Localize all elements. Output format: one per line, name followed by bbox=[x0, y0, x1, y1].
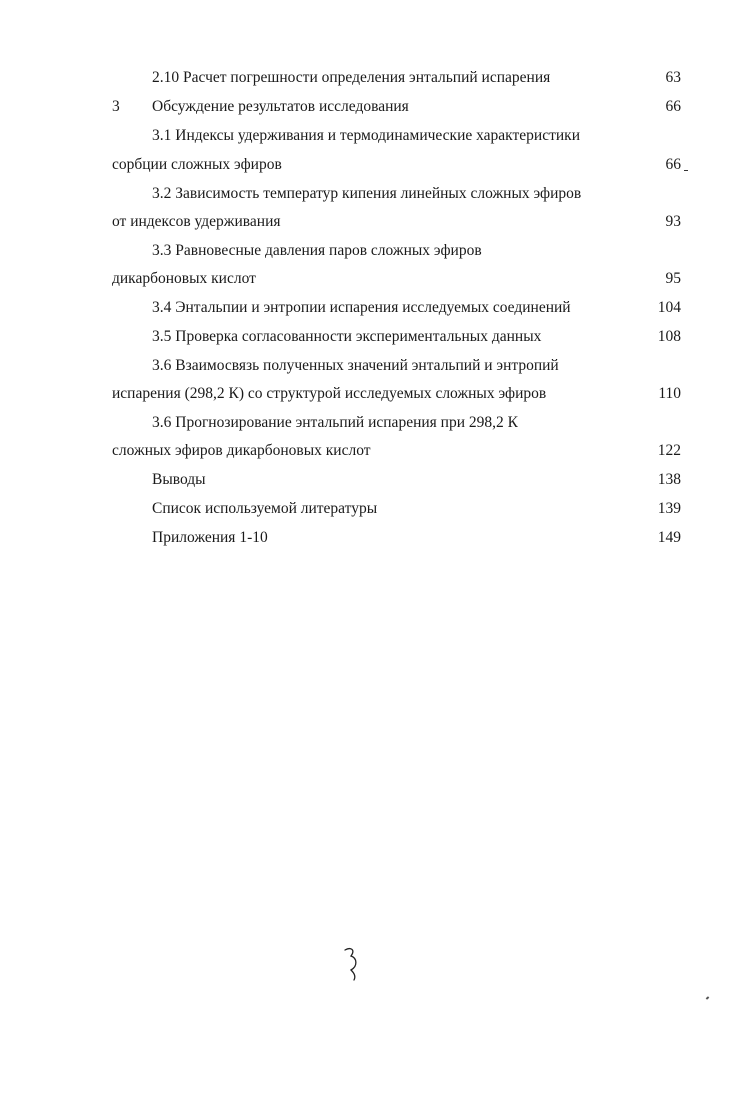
toc-entry-page: 138 bbox=[657, 471, 681, 488]
toc-entry-title: 3.5 Проверка согласованности экспериментальных данных bbox=[152, 328, 542, 345]
toc-entry-title: Обсуждение результатов исследования bbox=[152, 98, 409, 115]
toc-entry-title: 3.6 Прогнозирование энтальпий испарения при 298,2 К bbox=[152, 414, 518, 431]
toc-entry-page: 66 bbox=[665, 156, 681, 173]
toc-entry-page: 104 bbox=[657, 299, 681, 316]
toc-entry-title-continuation: испарения (298,2 К) со структурой исследуемых сложных эфиров bbox=[112, 385, 547, 402]
toc-entry-title-continuation: сложных эфиров дикарбоновых кислот bbox=[112, 442, 371, 459]
toc-entry-title: Приложения 1-10 bbox=[152, 529, 268, 546]
toc-entry-page: 63 bbox=[665, 69, 681, 86]
toc-entry-page: 110 bbox=[658, 385, 681, 402]
toc-entry-page: 122 bbox=[657, 442, 681, 459]
scan-mark bbox=[706, 996, 710, 999]
toc-entry-title: 3.2 Зависимость температур кипения линейных сложных эфиров bbox=[152, 185, 582, 202]
toc-entry-title-continuation: от индексов удерживания bbox=[112, 213, 281, 230]
toc-entry-title: 3.4 Энтальпии и энтропии испарения исследуемых соединений bbox=[152, 299, 571, 316]
toc-entry-title-continuation: сорбции сложных эфиров bbox=[112, 156, 282, 173]
toc-entry-title: 3.1 Индексы удерживания и термодинамические характеристики bbox=[152, 127, 580, 144]
toc-entry-page: 66 bbox=[665, 98, 681, 115]
scan-mark bbox=[684, 170, 688, 171]
toc-entry-title: 3.6 Взаимосвязь полученных значений энтальпий и энтропий bbox=[152, 357, 559, 374]
toc-section-number: 3 bbox=[112, 98, 120, 115]
toc-entry-title: Список используемой литературы bbox=[152, 500, 378, 517]
toc-entry-page: 95 bbox=[665, 270, 681, 287]
toc-entry-page: 93 bbox=[665, 213, 681, 230]
toc-entry-page: 108 bbox=[657, 328, 681, 345]
toc-entry-title: Выводы bbox=[152, 471, 206, 488]
toc-entry-title-continuation: дикарбоновых кислот bbox=[112, 270, 256, 287]
toc-entry-title: 3.3 Равновесные давления паров сложных эфиров bbox=[152, 242, 482, 259]
toc-entry-page: 139 bbox=[657, 500, 681, 517]
toc-entry-page: 149 bbox=[657, 529, 681, 546]
handwritten-page-mark bbox=[342, 946, 362, 982]
toc-entry-title: 2.10 Расчет погрешности определения энтальпий испарения bbox=[152, 69, 551, 86]
